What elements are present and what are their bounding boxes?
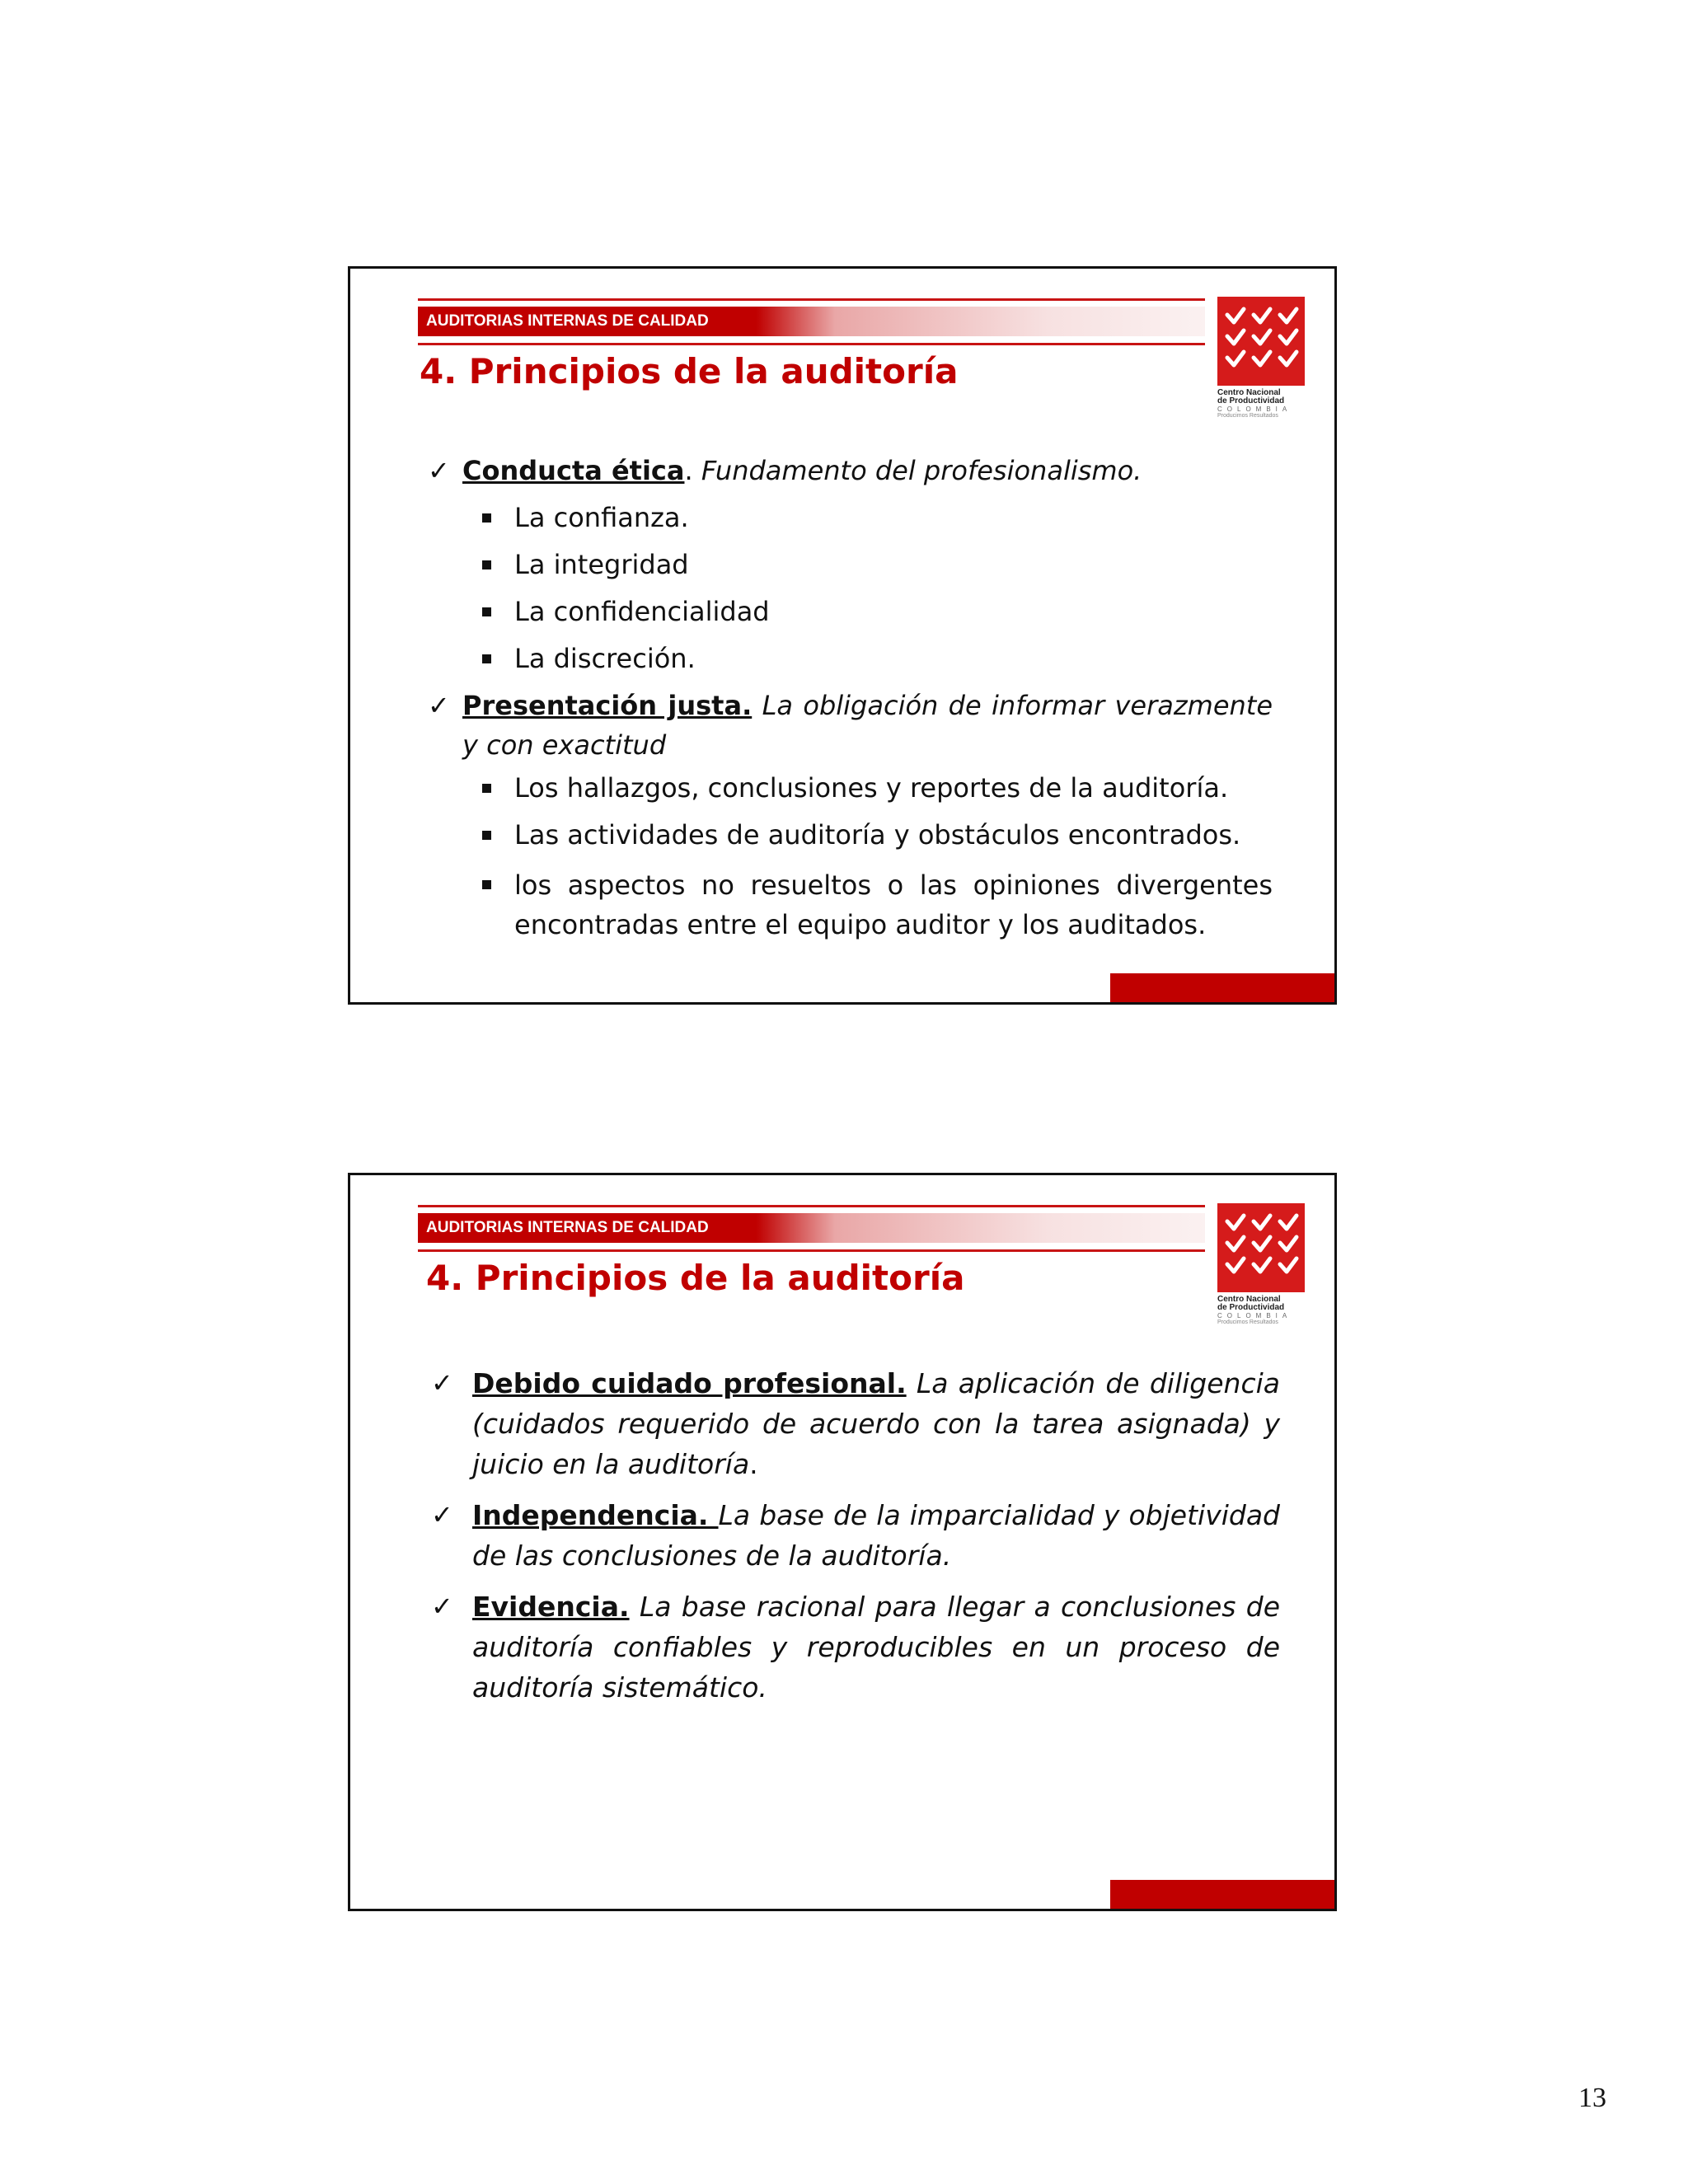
sub-item: La confidencialidad [428,588,1273,635]
logo-line-1: Centro Nacional [1217,1295,1281,1304]
slide-1 [348,266,1337,1005]
principle-name: Conducta ética [462,455,685,486]
header-rule-top [418,298,1205,301]
logo [1217,1203,1305,1325]
slide-2 [348,1173,1337,1911]
principle-item [431,1495,1280,1576]
principle-name: Presentación justa. [462,690,753,721]
header-label: AUDITORIAS INTERNAS DE CALIDAD [426,1219,709,1236]
logo-line-1: Centro Nacional [1217,388,1281,397]
header-rule-top [418,1205,1205,1207]
sub-item: los aspectos no resueltos o las opiniones divergentes encontradas entre el equipo auditor y los auditados. [428,865,1273,944]
checkmark-icon: ✓ [428,455,450,486]
principle-description: La obligación de informar verazmente y con exactitud [462,690,1273,761]
principle-item [428,686,1273,765]
principle-name: Independencia. [472,1499,719,1531]
principle-description: La base racional para llegar a conclusiones de auditoría confiables y reproducibles en un proceso de auditoría sistemático. [472,1591,1280,1704]
footer-bar [1110,973,1334,1002]
checkmarks-logo-icon [1217,297,1305,386]
principle-separator: . [684,455,701,486]
principle-name: Debido cuidado profesional. [472,1367,907,1399]
header-band [418,307,1205,336]
principle-description: La base de la imparcialidad y objetividad de las conclusiones de la auditoría. [472,1499,1281,1572]
checkmark-icon: ✓ [431,1591,453,1622]
principle-tail: . [749,1448,758,1480]
sub-item: La integridad [428,541,1273,588]
logo-text [1217,1296,1308,1326]
logo-country: COLOMBIA [1217,1312,1292,1319]
sub-item: La discreción. [428,635,1273,682]
header-rule-bottom [418,343,1205,345]
page-number: 13 [1578,2083,1606,2113]
principle-separator [907,1367,917,1399]
principle-item [431,1586,1280,1708]
slide-title: 4. Principios de la auditoría [426,1258,965,1298]
sub-item: La confianza. [428,494,1273,541]
principle-item [431,1363,1280,1484]
principle-separator [630,1591,640,1623]
slide-title: 4. Principios de la auditoría [420,351,959,391]
logo-line-2: de Productividad [1217,396,1285,405]
principle-description: La aplicación de diligencia (cuidados requerido de acuerdo con la tarea asignada) y juicio en la auditoría [472,1367,1280,1480]
header-label: AUDITORIAS INTERNAS DE CALIDAD [426,312,709,330]
principle-description: Fundamento del profesionalismo. [701,455,1142,486]
logo-slogan: Producimos Resultados [1217,1319,1278,1325]
sub-item: Las actividades de auditoría y obstáculos encontrados. [428,812,1273,859]
logo-line-2: de Productividad [1217,1303,1285,1312]
slide-content [431,1363,1280,1718]
header-band [418,1213,1205,1243]
principle-name: Evidencia. [472,1591,630,1623]
checkmark-icon: ✓ [431,1499,453,1530]
logo-text [1217,389,1308,419]
principle-separator [752,690,762,721]
footer-bar [1110,1880,1334,1909]
principle-item [428,447,1273,494]
checkmarks-logo-icon [1217,1203,1305,1292]
logo-slogan: Producimos Resultados [1217,413,1278,419]
header-rule-bottom [418,1249,1205,1252]
logo [1217,297,1305,419]
checkmark-icon: ✓ [431,1367,453,1399]
checkmark-icon: ✓ [428,690,450,721]
logo-country: COLOMBIA [1217,405,1292,413]
sub-item: Los hallazgos, conclusiones y reportes de la auditoría. [428,765,1273,812]
slide-content [428,447,1273,944]
